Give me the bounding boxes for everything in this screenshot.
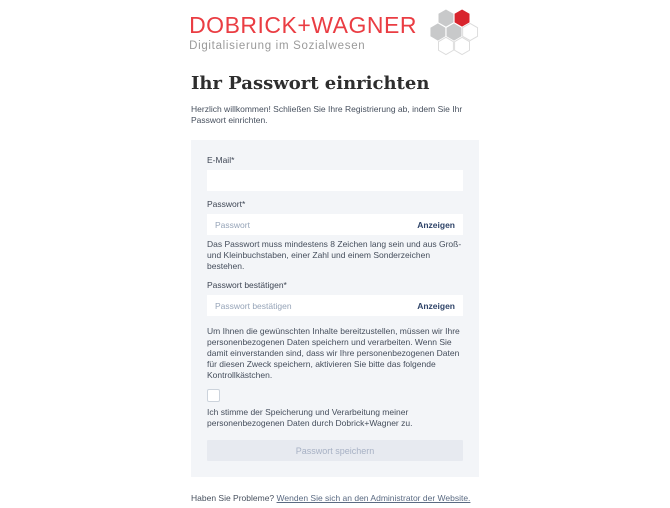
password-confirm-field-group	[207, 280, 463, 316]
password-show-toggle[interactable]: Anzeigen	[411, 220, 455, 230]
email-label: E-Mail*	[207, 155, 235, 165]
password-confirm-label: Passwort bestätigen*	[207, 280, 287, 290]
email-field-group	[207, 155, 463, 191]
password-confirm-show-toggle[interactable]: Anzeigen	[411, 301, 455, 311]
page-title: Ihr Passwort einrichten	[191, 73, 430, 94]
intro-text: Herzlich willkommen! Schließen Sie Ihre Registrierung ab, indem Sie Ihr Passwort einrichten.	[191, 104, 463, 125]
password-input-row	[207, 214, 463, 235]
consent-checkbox[interactable]	[207, 389, 220, 402]
footer-question-text: Haben Sie Probleme?	[191, 493, 275, 503]
password-setup-form	[191, 140, 479, 477]
honeycomb-logo-icon	[427, 8, 481, 58]
email-input[interactable]	[215, 176, 455, 186]
password-confirm-input[interactable]	[215, 301, 411, 311]
contact-admin-link[interactable]: Wenden Sie sich an den Administrator der Website.	[276, 493, 471, 503]
brand-tagline: Digitalisierung im Sozialwesen	[189, 40, 366, 52]
brand-logo-text	[189, 13, 417, 53]
email-input-row	[207, 170, 463, 191]
password-confirm-input-row	[207, 295, 463, 316]
password-label: Passwort*	[207, 199, 246, 209]
save-password-button[interactable]: Passwort speichern	[207, 440, 463, 461]
password-requirements-text: Das Passwort muss mindestens 8 Zeichen lang sein und aus Groß- und Kleinbuchstaben, einer Zahl und einem Sonderzeichen bestehen.	[207, 239, 462, 271]
consent-checkbox-label: Ich stimme der Speicherung und Verarbeitung meiner personenbezogenen Daten durch Dobrick+Wagner zu.	[207, 407, 413, 428]
password-field-group	[207, 199, 463, 272]
footer	[191, 493, 479, 504]
main-content	[191, 73, 479, 477]
brand-logo	[0, 8, 670, 58]
brand-wordmark: DOBRICK+WAGNER	[189, 12, 417, 38]
consent-info-text: Um Ihnen die gewünschten Inhalte bereitzustellen, müssen wir Ihre personenbezogenen Daten speichern und verarbeiten. Wenn Sie damit einverstanden sind, dass wir Ihre personenbezogenen Daten für diesen Zweck speichern, aktivieren Sie bitte das folgende Kontrollkästchen.	[207, 326, 460, 380]
password-input[interactable]	[215, 220, 411, 230]
